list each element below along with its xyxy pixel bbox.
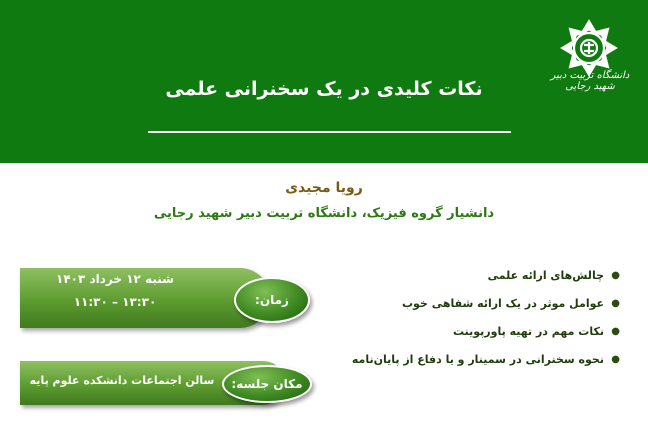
header-banner <box>0 0 648 163</box>
topic-text: چالش‌های ارائه علمی <box>487 269 604 282</box>
list-item <box>330 262 620 290</box>
bullet-icon: ● <box>611 270 620 281</box>
list-item <box>330 290 620 318</box>
page-title: نکات کلیدی در یک سخنرانی علمی <box>165 78 483 100</box>
topic-text: عوامل موثر در یک ارائه شفاهی خوب <box>401 297 604 310</box>
speaker-name: رویا مجیدی <box>285 180 363 196</box>
logo-caption: دانشگاه تربیت دبیر شهید رجایی <box>550 70 630 92</box>
bullet-icon: ● <box>611 354 620 365</box>
list-item <box>330 346 620 374</box>
topics-list <box>330 262 620 374</box>
event-date: شنبه ۱۲ خرداد ۱۴۰۳ <box>56 272 174 286</box>
list-item <box>330 318 620 346</box>
bullet-icon: ● <box>611 298 620 309</box>
title-divider <box>148 131 511 133</box>
bullet-icon: ● <box>611 326 620 337</box>
event-time-range: ۱۱:۳۰ – ۱۳:۳۰ <box>73 295 157 309</box>
venue-place: سالن اجتماعات دانشکده علوم پایه <box>29 374 215 387</box>
topic-text: نحوه سخنرانی در سمینار و یا دفاع از پایان‌نامه <box>351 353 604 366</box>
time-label-badge: زمان: <box>234 277 310 323</box>
topic-text: نکات مهم در تهیه پاورپوینت <box>453 325 604 338</box>
venue-label-badge: مکان جلسه: <box>222 365 312 403</box>
speaker-role: دانشیار گروه فیزیک، دانشگاه تربیت دبیر شهید رجایی <box>153 206 495 221</box>
